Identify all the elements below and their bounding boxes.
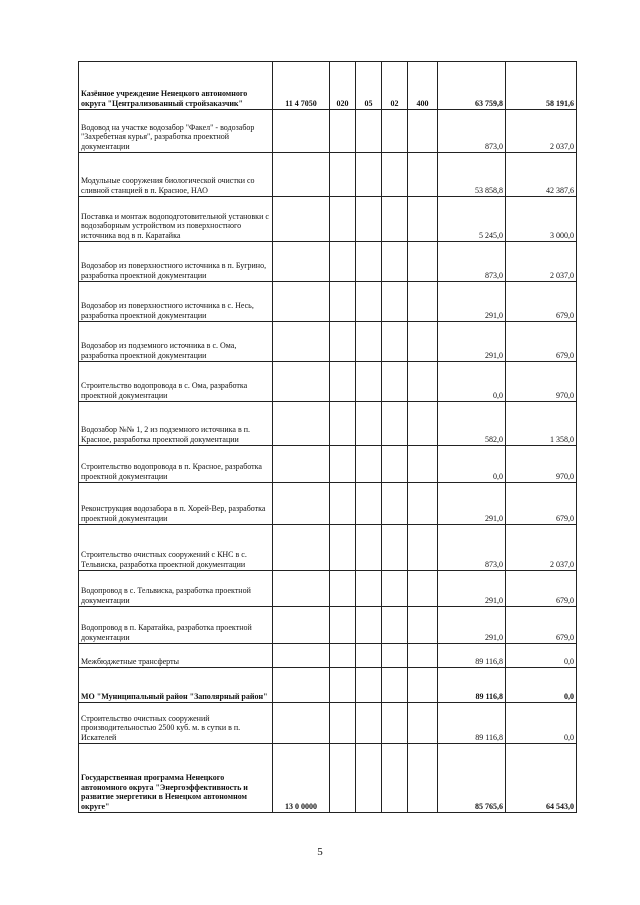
- subsection-code-cell: [356, 153, 382, 197]
- section-code-cell: [330, 322, 356, 362]
- item-name-cell: [79, 322, 273, 362]
- amount-2016-cell: 53 858,8: [438, 153, 506, 197]
- section-code-cell: [330, 362, 356, 402]
- item-name: Модульные сооружения биологической очистки со сливной станцией в п. Красное, НАО: [81, 176, 255, 195]
- target-code-cell: [382, 744, 408, 813]
- budget-code-cell: [273, 362, 330, 402]
- budget-code-cell: [273, 110, 330, 153]
- target-code-cell: [382, 153, 408, 197]
- subsection-code-cell: [356, 703, 382, 744]
- item-name-cell: [79, 242, 273, 282]
- table-body: [79, 62, 577, 813]
- amount-2017-cell: 0,0: [506, 703, 577, 744]
- table-row: [79, 282, 577, 322]
- item-name-cell: [79, 525, 273, 571]
- section-code-cell: [330, 744, 356, 813]
- budget-code-cell: [273, 571, 330, 607]
- item-name-cell: [79, 402, 273, 446]
- item-name: Реконструкция водозабора в п. Хорей-Вер, разработка проектной документации: [81, 504, 266, 523]
- budget-code-cell: [273, 607, 330, 644]
- item-name: Строительство водопровода в с. Ома, разработка проектной документации: [81, 381, 248, 400]
- budget-code-cell: [273, 282, 330, 322]
- budget-code-cell: [273, 242, 330, 282]
- item-name: Строительство водопровода в п. Красное, разработка проектной документации: [81, 462, 262, 481]
- amount-2017-cell: 679,0: [506, 571, 577, 607]
- expense-type-cell: [408, 402, 438, 446]
- expense-type-cell: [408, 322, 438, 362]
- subsection-code-cell: 05: [356, 62, 382, 110]
- amount-2016-cell: 582,0: [438, 402, 506, 446]
- amount-2016-cell: 85 765,6: [438, 744, 506, 813]
- item-name-cell: [79, 703, 273, 744]
- item-name: Водозабор №№ 1, 2 из подземного источника в п. Красное, разработка проектной документации: [81, 425, 250, 444]
- budget-code-cell: [273, 703, 330, 744]
- item-name: Водопровод в с. Тельвиска, разработка проектной документации: [81, 586, 251, 605]
- amount-2016-cell: 291,0: [438, 282, 506, 322]
- amount-2016-cell: 873,0: [438, 110, 506, 153]
- subsection-code-cell: [356, 362, 382, 402]
- target-code-cell: [382, 446, 408, 483]
- expense-type-cell: [408, 153, 438, 197]
- target-code-cell: [382, 483, 408, 525]
- target-code-cell: [382, 110, 408, 153]
- amount-2017-cell: 64 543,0: [506, 744, 577, 813]
- item-name-cell: [79, 744, 273, 813]
- subsection-code-cell: [356, 322, 382, 362]
- amount-2016-cell: 0,0: [438, 446, 506, 483]
- target-code-cell: [382, 571, 408, 607]
- section-code-cell: [330, 242, 356, 282]
- section-code-cell: [330, 644, 356, 668]
- item-name: Водовод на участке водозабор "Факел" - водозабор "Захребетная курья", разработка проектной документации: [81, 122, 255, 151]
- target-code-cell: 02: [382, 62, 408, 110]
- target-code-cell: [382, 668, 408, 703]
- table-row: [79, 402, 577, 446]
- item-name-cell: [79, 362, 273, 402]
- amount-2017-cell: 970,0: [506, 446, 577, 483]
- subsection-code-cell: [356, 744, 382, 813]
- target-code-cell: [382, 242, 408, 282]
- amount-2017-cell: 679,0: [506, 322, 577, 362]
- subsection-code-cell: [356, 282, 382, 322]
- item-name-cell: [79, 153, 273, 197]
- amount-2016-cell: 5 245,0: [438, 197, 506, 242]
- item-name-cell: [79, 282, 273, 322]
- section-code-cell: [330, 607, 356, 644]
- section-code-cell: [330, 282, 356, 322]
- budget-code-cell: [273, 668, 330, 703]
- item-name: Водозабор из поверхностного источника в п. Бугрино, разработка проектной документации: [81, 261, 267, 280]
- budget-code-cell: [273, 446, 330, 483]
- section-code-cell: 020: [330, 62, 356, 110]
- page-number: 5: [317, 846, 323, 858]
- target-code-cell: [382, 322, 408, 362]
- expense-type-cell: [408, 446, 438, 483]
- amount-2017-cell: 1 358,0: [506, 402, 577, 446]
- table-row: [79, 607, 577, 644]
- budget-code-cell: [273, 322, 330, 362]
- amount-2017-cell: 2 037,0: [506, 110, 577, 153]
- amount-2017-cell: 0,0: [506, 668, 577, 703]
- section-code-cell: [330, 525, 356, 571]
- amount-2016-cell: 291,0: [438, 571, 506, 607]
- subsection-code-cell: [356, 571, 382, 607]
- amount-2016-cell: 291,0: [438, 322, 506, 362]
- amount-2017-cell: 0,0: [506, 644, 577, 668]
- amount-2016-cell: 89 116,8: [438, 668, 506, 703]
- expense-type-cell: [408, 282, 438, 322]
- table-row: [79, 242, 577, 282]
- item-name-cell: [79, 483, 273, 525]
- budget-code-cell: [273, 525, 330, 571]
- target-code-cell: [382, 607, 408, 644]
- section-code-cell: [330, 402, 356, 446]
- amount-2017-cell: 679,0: [506, 483, 577, 525]
- item-name-cell: [79, 62, 273, 110]
- amount-2016-cell: 291,0: [438, 483, 506, 525]
- table-row: [79, 197, 577, 242]
- target-code-cell: [382, 703, 408, 744]
- table-row: [79, 668, 577, 703]
- item-name-cell: [79, 571, 273, 607]
- subsection-code-cell: [356, 402, 382, 446]
- item-name: Водозабор из поверхностного источника в с. Несь, разработка проектной документации: [81, 301, 254, 320]
- amount-2016-cell: 63 759,8: [438, 62, 506, 110]
- expense-type-cell: [408, 703, 438, 744]
- expense-type-cell: [408, 110, 438, 153]
- subsection-code-cell: [356, 644, 382, 668]
- expense-type-cell: [408, 571, 438, 607]
- amount-2017-cell: 970,0: [506, 362, 577, 402]
- amount-2016-cell: 873,0: [438, 525, 506, 571]
- section-code-cell: [330, 197, 356, 242]
- budget-table: [78, 61, 577, 813]
- section-code-cell: [330, 668, 356, 703]
- amount-2016-cell: 0,0: [438, 362, 506, 402]
- item-name: Водозабор из подземного источника в с. Ома, разработка проектной документации: [81, 341, 237, 360]
- target-code-cell: [382, 282, 408, 322]
- amount-2017-cell: 2 037,0: [506, 525, 577, 571]
- budget-code-cell: [273, 153, 330, 197]
- table-row: [79, 483, 577, 525]
- budget-code-cell: 13 0 0000: [273, 744, 330, 813]
- item-name-cell: [79, 644, 273, 668]
- amount-2017-cell: 3 000,0: [506, 197, 577, 242]
- item-name: Поставка и монтаж водоподготовительной установки с водозаборным устройством из поверхностного источника вод в п. Каратайка: [81, 211, 269, 240]
- item-name: МО "Муниципальный район "Заполярный район": [81, 691, 268, 701]
- subsection-code-cell: [356, 483, 382, 525]
- expense-type-cell: 400: [408, 62, 438, 110]
- expense-type-cell: [408, 525, 438, 571]
- table-row: [79, 525, 577, 571]
- item-name-cell: [79, 446, 273, 483]
- table-row: [79, 703, 577, 744]
- item-name: Казённое учреждение Ненецкого автономного округа "Централизованный стройзаказчик": [81, 89, 248, 108]
- expense-type-cell: [408, 242, 438, 282]
- item-name-cell: [79, 197, 273, 242]
- target-code-cell: [382, 525, 408, 571]
- subsection-code-cell: [356, 446, 382, 483]
- table-row: [79, 362, 577, 402]
- amount-2016-cell: 89 116,8: [438, 703, 506, 744]
- table-row: [79, 322, 577, 362]
- section-code-cell: [330, 703, 356, 744]
- subsection-code-cell: [356, 607, 382, 644]
- item-name: Строительство очистных сооружений производительностью 2500 куб. м. в сутки в п. Искателей: [81, 713, 241, 742]
- table-row: [79, 571, 577, 607]
- amount-2017-cell: 58 191,6: [506, 62, 577, 110]
- item-name: Водопровод в п. Каратайка, разработка проектной документации: [81, 623, 252, 642]
- table-row: [79, 110, 577, 153]
- target-code-cell: [382, 362, 408, 402]
- section-code-cell: [330, 110, 356, 153]
- target-code-cell: [382, 644, 408, 668]
- table-row: [79, 62, 577, 110]
- amount-2016-cell: 89 116,8: [438, 644, 506, 668]
- table-row: [79, 446, 577, 483]
- item-name-cell: [79, 110, 273, 153]
- budget-code-cell: [273, 483, 330, 525]
- subsection-code-cell: [356, 525, 382, 571]
- amount-2017-cell: 42 387,6: [506, 153, 577, 197]
- budget-code-cell: 11 4 7050: [273, 62, 330, 110]
- expense-type-cell: [408, 607, 438, 644]
- expense-type-cell: [408, 744, 438, 813]
- table-row: [79, 153, 577, 197]
- expense-type-cell: [408, 362, 438, 402]
- target-code-cell: [382, 402, 408, 446]
- amount-2017-cell: 679,0: [506, 282, 577, 322]
- item-name-cell: [79, 668, 273, 703]
- item-name: Межбюджетные трансферты: [81, 656, 179, 666]
- item-name: Государственная программа Ненецкого автономного округа "Энергоэффективность и развитие энергетики в Ненецком автономном округе": [81, 773, 248, 811]
- budget-code-cell: [273, 644, 330, 668]
- section-code-cell: [330, 483, 356, 525]
- section-code-cell: [330, 571, 356, 607]
- expense-type-cell: [408, 483, 438, 525]
- expense-type-cell: [408, 644, 438, 668]
- amount-2016-cell: 291,0: [438, 607, 506, 644]
- amount-2017-cell: 679,0: [506, 607, 577, 644]
- table-row: [79, 744, 577, 813]
- section-code-cell: [330, 153, 356, 197]
- section-code-cell: [330, 446, 356, 483]
- subsection-code-cell: [356, 197, 382, 242]
- expense-type-cell: [408, 668, 438, 703]
- item-name: Строительство очистных сооружений с КНС в с. Тельвиска, разработка проектной документации: [81, 550, 247, 569]
- budget-code-cell: [273, 197, 330, 242]
- subsection-code-cell: [356, 110, 382, 153]
- amount-2016-cell: 873,0: [438, 242, 506, 282]
- expense-type-cell: [408, 197, 438, 242]
- target-code-cell: [382, 197, 408, 242]
- budget-code-cell: [273, 402, 330, 446]
- amount-2017-cell: 2 037,0: [506, 242, 577, 282]
- item-name-cell: [79, 607, 273, 644]
- subsection-code-cell: [356, 242, 382, 282]
- table-row: [79, 644, 577, 668]
- subsection-code-cell: [356, 668, 382, 703]
